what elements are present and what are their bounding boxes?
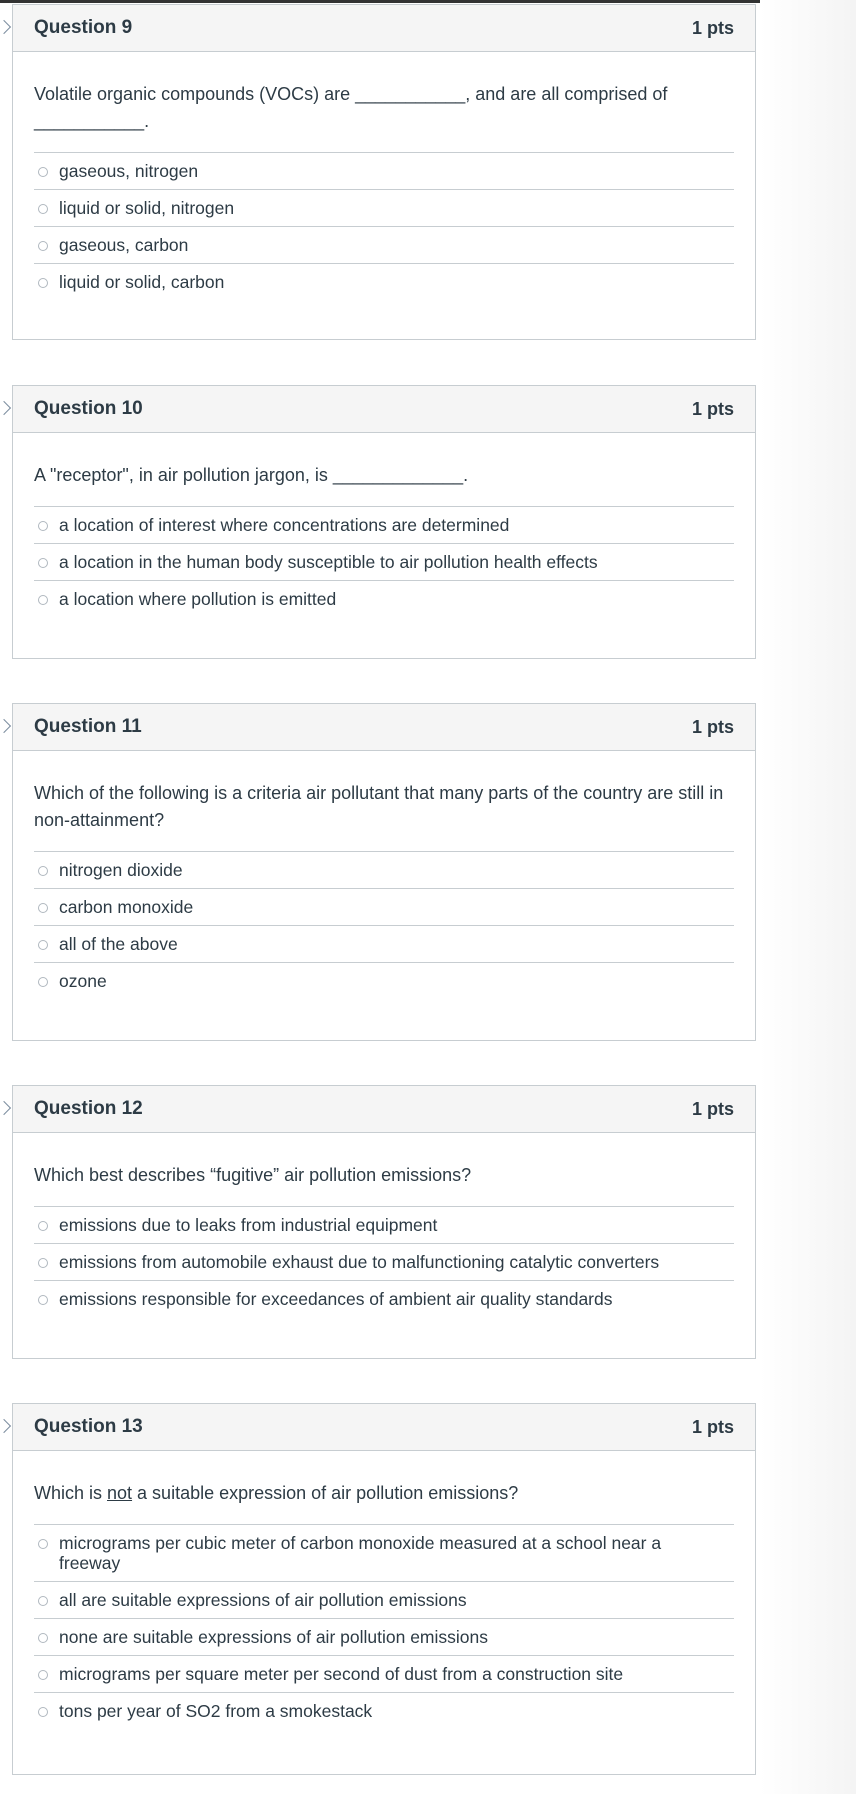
radio-icon[interactable] <box>38 1221 48 1231</box>
radio-icon[interactable] <box>38 167 48 177</box>
question-header <box>13 704 755 751</box>
chevron-right-icon[interactable] <box>0 1101 11 1115</box>
question-text-end: a suitable expression of air pollution emissions? <box>132 1483 519 1503</box>
radio-icon[interactable] <box>38 903 48 913</box>
answer-list <box>34 506 734 617</box>
question-text: Which of the following is a criteria air pollutant that many parts of the country are still in non-attainment? <box>34 783 724 830</box>
answer-option[interactable] <box>34 226 734 263</box>
radio-icon[interactable] <box>38 977 48 987</box>
answer-label: a location of interest where concentrations are determined <box>59 515 510 535</box>
answer-label: all are suitable expressions of air pollution emissions <box>59 1590 467 1610</box>
answer-label: a location where pollution is emitted <box>59 589 337 609</box>
question-text-start: Which is <box>34 1483 108 1503</box>
answer-option[interactable] <box>34 1655 734 1692</box>
answer-list <box>34 152 734 300</box>
answer-label: micrograms per square meter per second of dust from a construction site <box>59 1664 624 1684</box>
page-gutter <box>760 0 856 1794</box>
chevron-right-icon[interactable] <box>0 719 11 733</box>
question-text-emphasis: not <box>107 1483 133 1503</box>
answer-label: carbon monoxide <box>59 897 194 917</box>
answer-option[interactable] <box>34 1581 734 1618</box>
answer-label: none are suitable expressions of air pollution emissions <box>59 1627 488 1647</box>
question-text <box>34 1480 734 1507</box>
radio-icon[interactable] <box>38 204 48 214</box>
radio-icon[interactable] <box>38 1670 48 1680</box>
answer-option[interactable] <box>34 189 734 226</box>
answer-label: gaseous, nitrogen <box>59 161 199 181</box>
question-title: Question 10 <box>34 398 143 419</box>
answer-option[interactable] <box>34 1280 734 1317</box>
radio-icon[interactable] <box>38 1258 48 1268</box>
question-points: 1 pts <box>691 1098 734 1119</box>
chevron-right-icon[interactable] <box>0 1419 11 1433</box>
answer-option[interactable] <box>34 152 734 189</box>
question-header <box>13 1404 755 1451</box>
radio-icon[interactable] <box>38 866 48 876</box>
answer-option[interactable] <box>34 888 734 925</box>
answer-option[interactable] <box>34 962 734 999</box>
answer-list <box>34 1524 734 1729</box>
question-header <box>13 386 755 433</box>
radio-icon[interactable] <box>38 1295 48 1305</box>
question-points: 1 pts <box>691 1416 734 1437</box>
answer-label: a location in the human body susceptible to air pollution health effects <box>59 552 598 572</box>
answer-option[interactable] <box>34 851 734 888</box>
answer-label: liquid or solid, carbon <box>59 272 225 292</box>
radio-icon[interactable] <box>38 1707 48 1717</box>
question-title: Question 9 <box>34 17 133 38</box>
answer-list <box>34 1206 734 1317</box>
chevron-right-icon[interactable] <box>0 20 11 34</box>
question-header <box>13 5 755 52</box>
answer-option[interactable] <box>34 925 734 962</box>
answer-label: emissions due to leaks from industrial equipment <box>59 1215 438 1235</box>
question-text: A "receptor", in air pollution jargon, is _____________. <box>34 465 469 485</box>
question-points: 1 pts <box>691 17 734 38</box>
question-points: 1 pts <box>691 716 734 737</box>
question-header <box>13 1086 755 1133</box>
answer-label: nitrogen dioxide <box>59 860 183 880</box>
answer-option[interactable] <box>34 506 734 543</box>
radio-icon[interactable] <box>38 241 48 251</box>
chevron-right-icon[interactable] <box>0 401 11 415</box>
question-title: Question 11 <box>34 716 142 737</box>
answer-option[interactable] <box>34 263 734 300</box>
answer-option[interactable] <box>34 580 734 617</box>
answer-label: tons per year of SO2 from a smokestack <box>59 1701 373 1721</box>
answer-option[interactable] <box>34 1692 734 1729</box>
answer-label: all of the above <box>59 934 178 954</box>
radio-icon[interactable] <box>38 940 48 950</box>
answer-option[interactable] <box>34 1524 734 1581</box>
question-text: Which best describes “fugitive” air pollution emissions? <box>34 1165 472 1185</box>
question-text: Volatile organic compounds (VOCs) are ___________, and are all comprised of ___________. <box>34 84 668 131</box>
radio-icon[interactable] <box>38 1596 48 1606</box>
radio-icon[interactable] <box>38 558 48 568</box>
question-10 <box>12 385 756 659</box>
answer-label: emissions responsible for exceedances of ambient air quality standards <box>59 1289 613 1309</box>
question-13 <box>12 1403 756 1775</box>
top-border <box>0 0 856 3</box>
radio-icon[interactable] <box>38 595 48 605</box>
question-points: 1 pts <box>691 398 734 419</box>
question-12 <box>12 1085 756 1359</box>
answer-option[interactable] <box>34 1206 734 1243</box>
answer-label: micrograms per cubic meter of carbon monoxide measured at a school near a freeway <box>59 1533 662 1573</box>
answer-label: ozone <box>59 971 107 991</box>
answer-option[interactable] <box>34 1243 734 1280</box>
question-title: Question 13 <box>34 1416 143 1437</box>
answer-label: liquid or solid, nitrogen <box>59 198 235 218</box>
question-9 <box>12 4 756 340</box>
radio-icon[interactable] <box>38 1633 48 1643</box>
question-title: Question 12 <box>34 1098 143 1119</box>
answer-label: emissions from automobile exhaust due to malfunctioning catalytic converters <box>59 1252 660 1272</box>
question-11 <box>12 703 756 1041</box>
radio-icon[interactable] <box>38 1539 48 1549</box>
answer-list <box>34 851 734 999</box>
answer-label: gaseous, carbon <box>59 235 189 255</box>
answer-option[interactable] <box>34 543 734 580</box>
radio-icon[interactable] <box>38 521 48 531</box>
radio-icon[interactable] <box>38 278 48 288</box>
answer-option[interactable] <box>34 1618 734 1655</box>
